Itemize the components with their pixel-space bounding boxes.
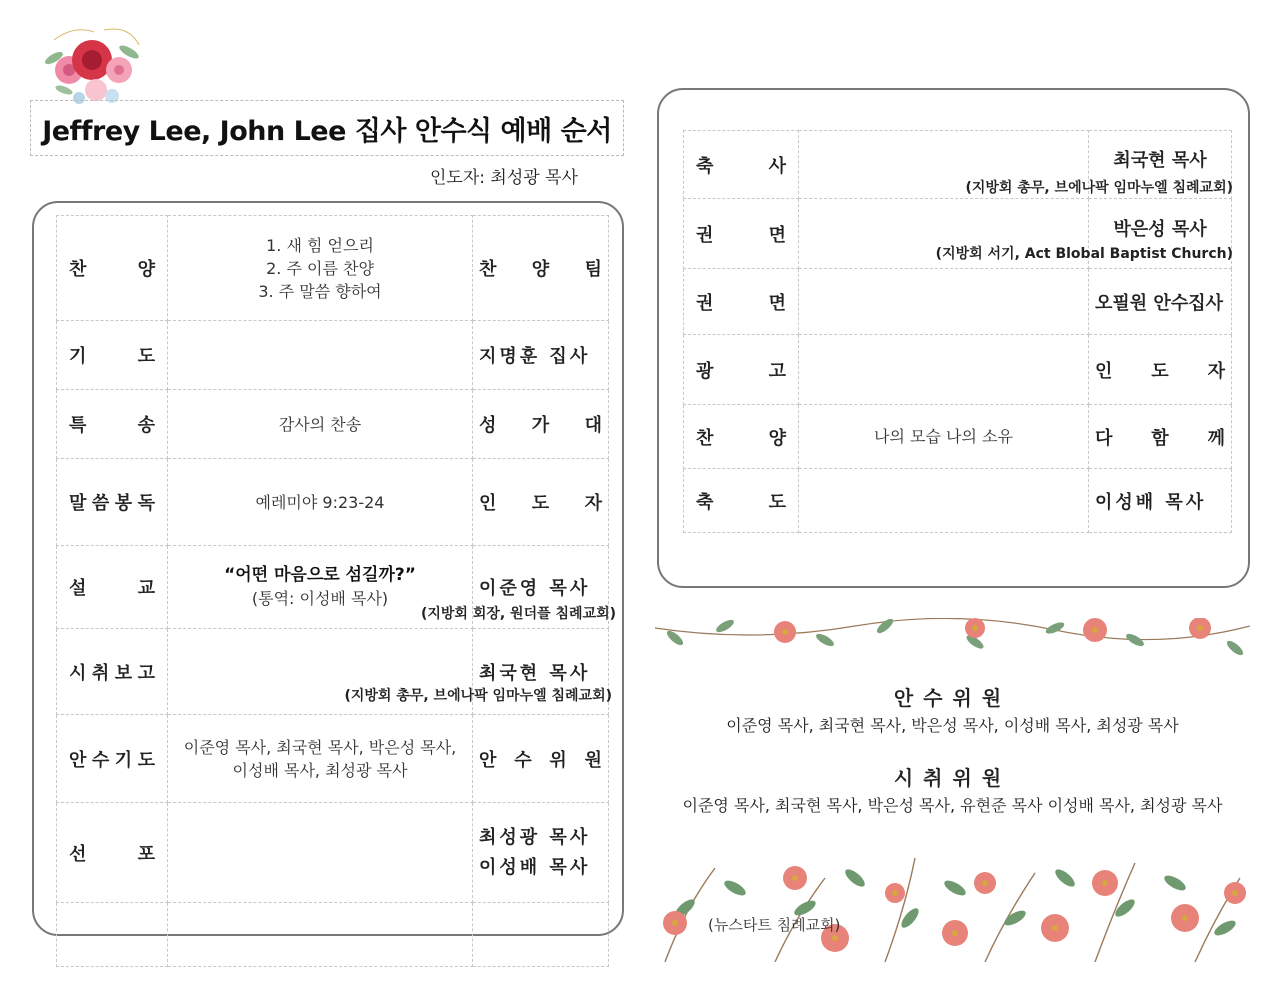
table-row	[684, 405, 1232, 469]
leader-label: 인도자: 최성광 목사	[430, 168, 578, 188]
ordination-committee-names: 이준영 목사, 최국현 목사, 박은성 목사, 이성배 목사, 최성광 목사	[726, 716, 1179, 735]
left-program-table	[56, 215, 616, 967]
flower-border-bottom	[655, 848, 1250, 962]
flower-border-top	[655, 618, 1250, 660]
program-content: 예레미야 9:23-24	[255, 492, 385, 512]
program-content: 1. 새 힘 얻으리 2. 주 이름 찬양 3. 주 말씀 향하여	[258, 235, 382, 301]
program-part: 권 면	[696, 224, 786, 246]
program-performer: 인 도 자	[479, 493, 602, 514]
performer-note: (지방회 총무, 브에나팍 임마누엘 침례교회)	[965, 180, 1233, 196]
program-part: 축 사	[696, 155, 786, 177]
program-performer: 다 함 께	[1095, 427, 1225, 449]
program-part: 시 취 보 고	[69, 662, 155, 684]
performer-note: (지방회 회장, 원더플 침례교회)	[420, 606, 616, 622]
table-row	[57, 459, 609, 546]
program-content: 이준영 목사, 최국현 목사, 박은성 목사, 이성배 목사, 최성광 목사	[183, 737, 457, 780]
table-row	[684, 131, 1232, 199]
exam-committee-names: 이준영 목사, 최국현 목사, 박은성 목사, 유현준 목사 이성배 목사, 최성광 목사	[682, 796, 1223, 815]
program-performer: 성 가 대	[479, 415, 602, 436]
program-part: 광 고	[696, 360, 786, 382]
program-performer: 이성배 목사	[1095, 491, 1207, 513]
program-performer: 안 수 위 원	[479, 749, 602, 771]
program-performer: 최국현 목사	[479, 662, 591, 684]
program-part: 특 송	[69, 415, 155, 436]
table-row	[57, 715, 609, 803]
program-content: 감사의 찬송	[278, 414, 362, 434]
program-part: 말 씀 봉 독	[69, 493, 155, 514]
program-part: 권 면	[696, 292, 786, 314]
performer-note: (지방회 총무, 브에나팍 임마누엘 침례교회)	[344, 688, 612, 704]
program-performer: 박은성 목사	[1113, 218, 1207, 240]
rose-decoration	[34, 20, 149, 112]
program-content: 나의 모습 나의 소유	[874, 427, 1013, 446]
page-title: Jeffrey Lee, John Lee 집사 안수식 예배 순서	[30, 100, 624, 156]
table-row	[684, 199, 1232, 269]
program-part: 선 포	[69, 843, 155, 865]
church-name: (뉴스타트 침례교회)	[708, 916, 841, 934]
ordination-committee-title: 안수위원	[893, 686, 1012, 710]
table-row	[57, 390, 609, 459]
table-row	[57, 629, 609, 715]
sermon-title: “어떤 마음으로 섬길까?”	[224, 565, 416, 585]
program-part: 축 도	[696, 491, 786, 513]
program-part: 설 교	[69, 578, 155, 599]
table-row	[57, 803, 609, 903]
program-performer: 이준영 목사	[479, 578, 591, 599]
program-performer: 최성광 목사 이성배 목사	[479, 826, 591, 878]
table-row	[684, 269, 1232, 335]
table-row	[684, 335, 1232, 405]
table-row	[57, 546, 609, 629]
program-part: 안 수 기 도	[69, 749, 155, 771]
program-performer: 최국현 목사	[1113, 149, 1207, 171]
program-part: 기 도	[69, 346, 155, 367]
performer-note: (지방회 서기, Act Blobal Baptist Church)	[935, 246, 1233, 262]
right-program-table	[683, 130, 1232, 533]
program-part: 찬 양	[696, 427, 786, 449]
table-row	[684, 469, 1232, 533]
program-part: 찬 양	[69, 259, 155, 280]
table-row	[57, 216, 609, 321]
program-performer: 찬 양 팀	[479, 259, 602, 280]
program-performer: 인 도 자	[1095, 360, 1225, 382]
table-row	[57, 903, 609, 967]
program-performer: 오필원 안수집사	[1095, 292, 1223, 314]
program-performer: 지명훈 집사	[479, 346, 591, 367]
interpreter-note: (통역: 이성배 목사)	[251, 589, 389, 608]
exam-committee-title: 시취위원	[893, 766, 1012, 790]
table-row	[57, 321, 609, 390]
